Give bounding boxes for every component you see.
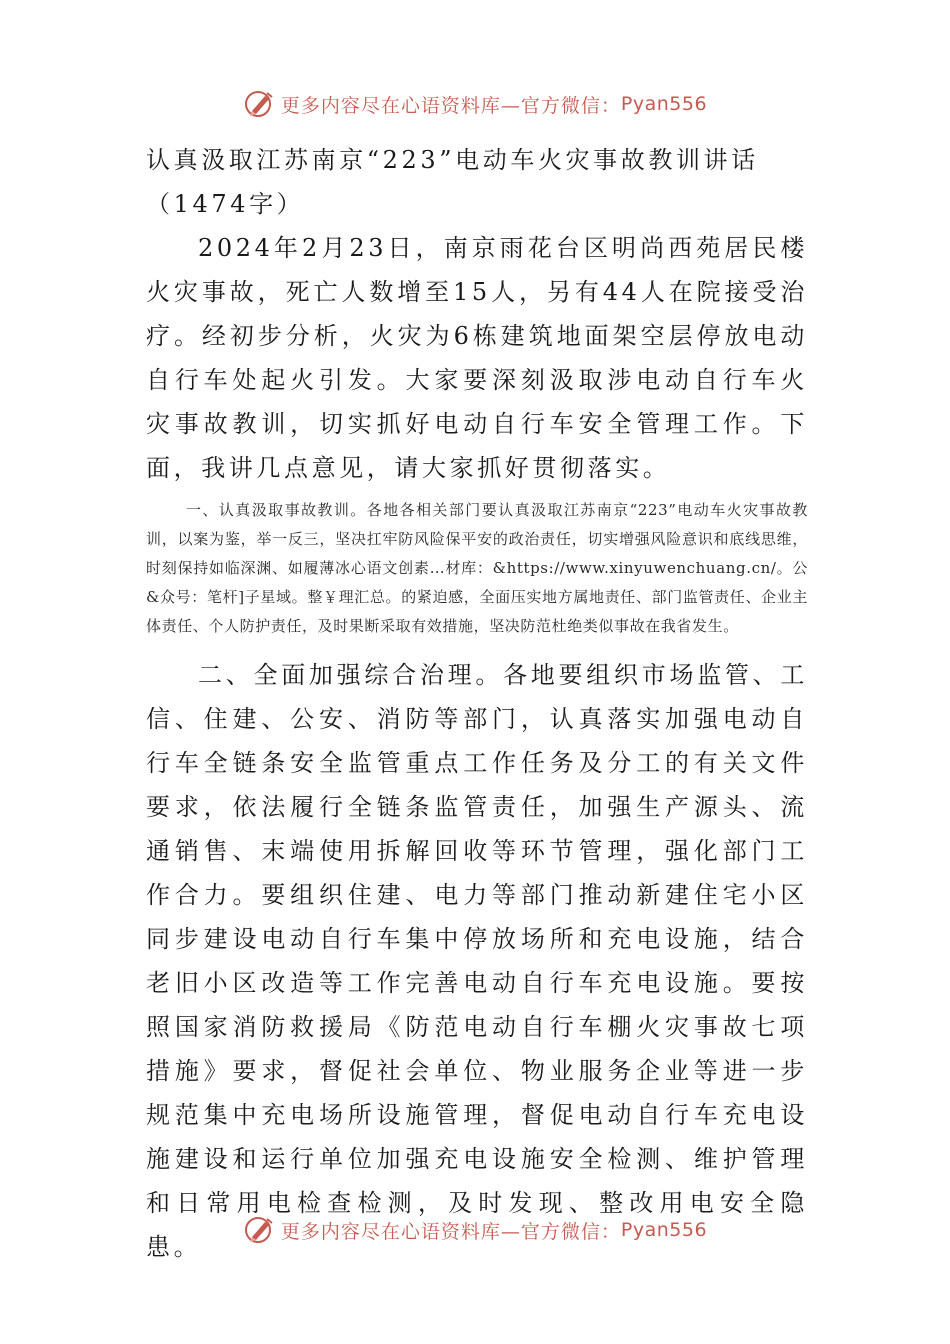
- section-two-paragraph: 二、全面加强综合治理。各地要组织市场监管、工信、住建、公安、消防等部门，认真落实加强电动自行车全链条安全监管重点工作任务及分工的有关文件要求，依法履行全链条监管责任，加强生产源头、流通销售、末端使用拆解回收等环节管理，强化部门工作合力。要组织住建、电力等部门推动新建住宅小区同步建设电动自行车集中停放场所和充电设施，结合老旧小区改造等工作完善电动自行车充电设施。要按照国家消防救援局《防范电动自行车棚火灾事故七项措施》要求，督促社会单位、物业服务企业等进一步规范集中充电场所设施管理，督促电动自行车充电设施建设和运行单位加强充电设施安全检测、维护管理和日常用电检查检测，及时发现、整改用电安全隐患。: [146, 661, 808, 1261]
- footer-banner-code: Pyan556: [620, 1219, 708, 1241]
- pen-logo-icon: [243, 87, 277, 121]
- section-one-paragraph: 一、认真汲取事故教训。各地各相关部门要认真汲取江苏南京“223”电动车火灾事故教训，以案为鉴，举一反三，坚决扛牢防风险保平安的政治责任，切实增强风险意识和底线思维，时刻保持如临深渊、如履薄冰心语文创素…材库：&https://www.xinyuwenchuang.cn/。公&众号：笔杆]子星域。整￥理汇总。的紧迫感，全面压实地方属地责任、部门监管责任、企业主体责任、个人防护责任，及时果断采取有效措施，坚决防范杜绝类似事故在我省发生。: [146, 501, 808, 635]
- header-banner: [0, 84, 950, 124]
- intro-paragraph: 2024年2月23日，南京雨花台区明尚西苑居民楼火灾事故，死亡人数增至15人，另有44人在院接受治疗。经初步分析，火灾为6栋建筑地面架空层停放电动自行车处起火引发。大家要深刻汲取涉电动自行车火灾事故教训，切实抓好电动自行车安全管理工作。下面，我讲几点意见，请大家抓好贯彻落实。: [146, 234, 808, 482]
- footer-banner-text: 更多内容尽在心语资料库—官方微信：: [280, 1220, 621, 1243]
- document-title: 认真汲取江苏南京“223”电动车火灾事故教训讲话（1474字）: [146, 146, 759, 218]
- document-body: [146, 138, 808, 1269]
- header-banner-text: 更多内容尽在心语资料库—官方微信：: [280, 94, 621, 117]
- pen-logo-icon: [243, 1213, 277, 1247]
- footer-banner: [0, 1210, 950, 1250]
- header-banner-code: Pyan556: [620, 93, 708, 115]
